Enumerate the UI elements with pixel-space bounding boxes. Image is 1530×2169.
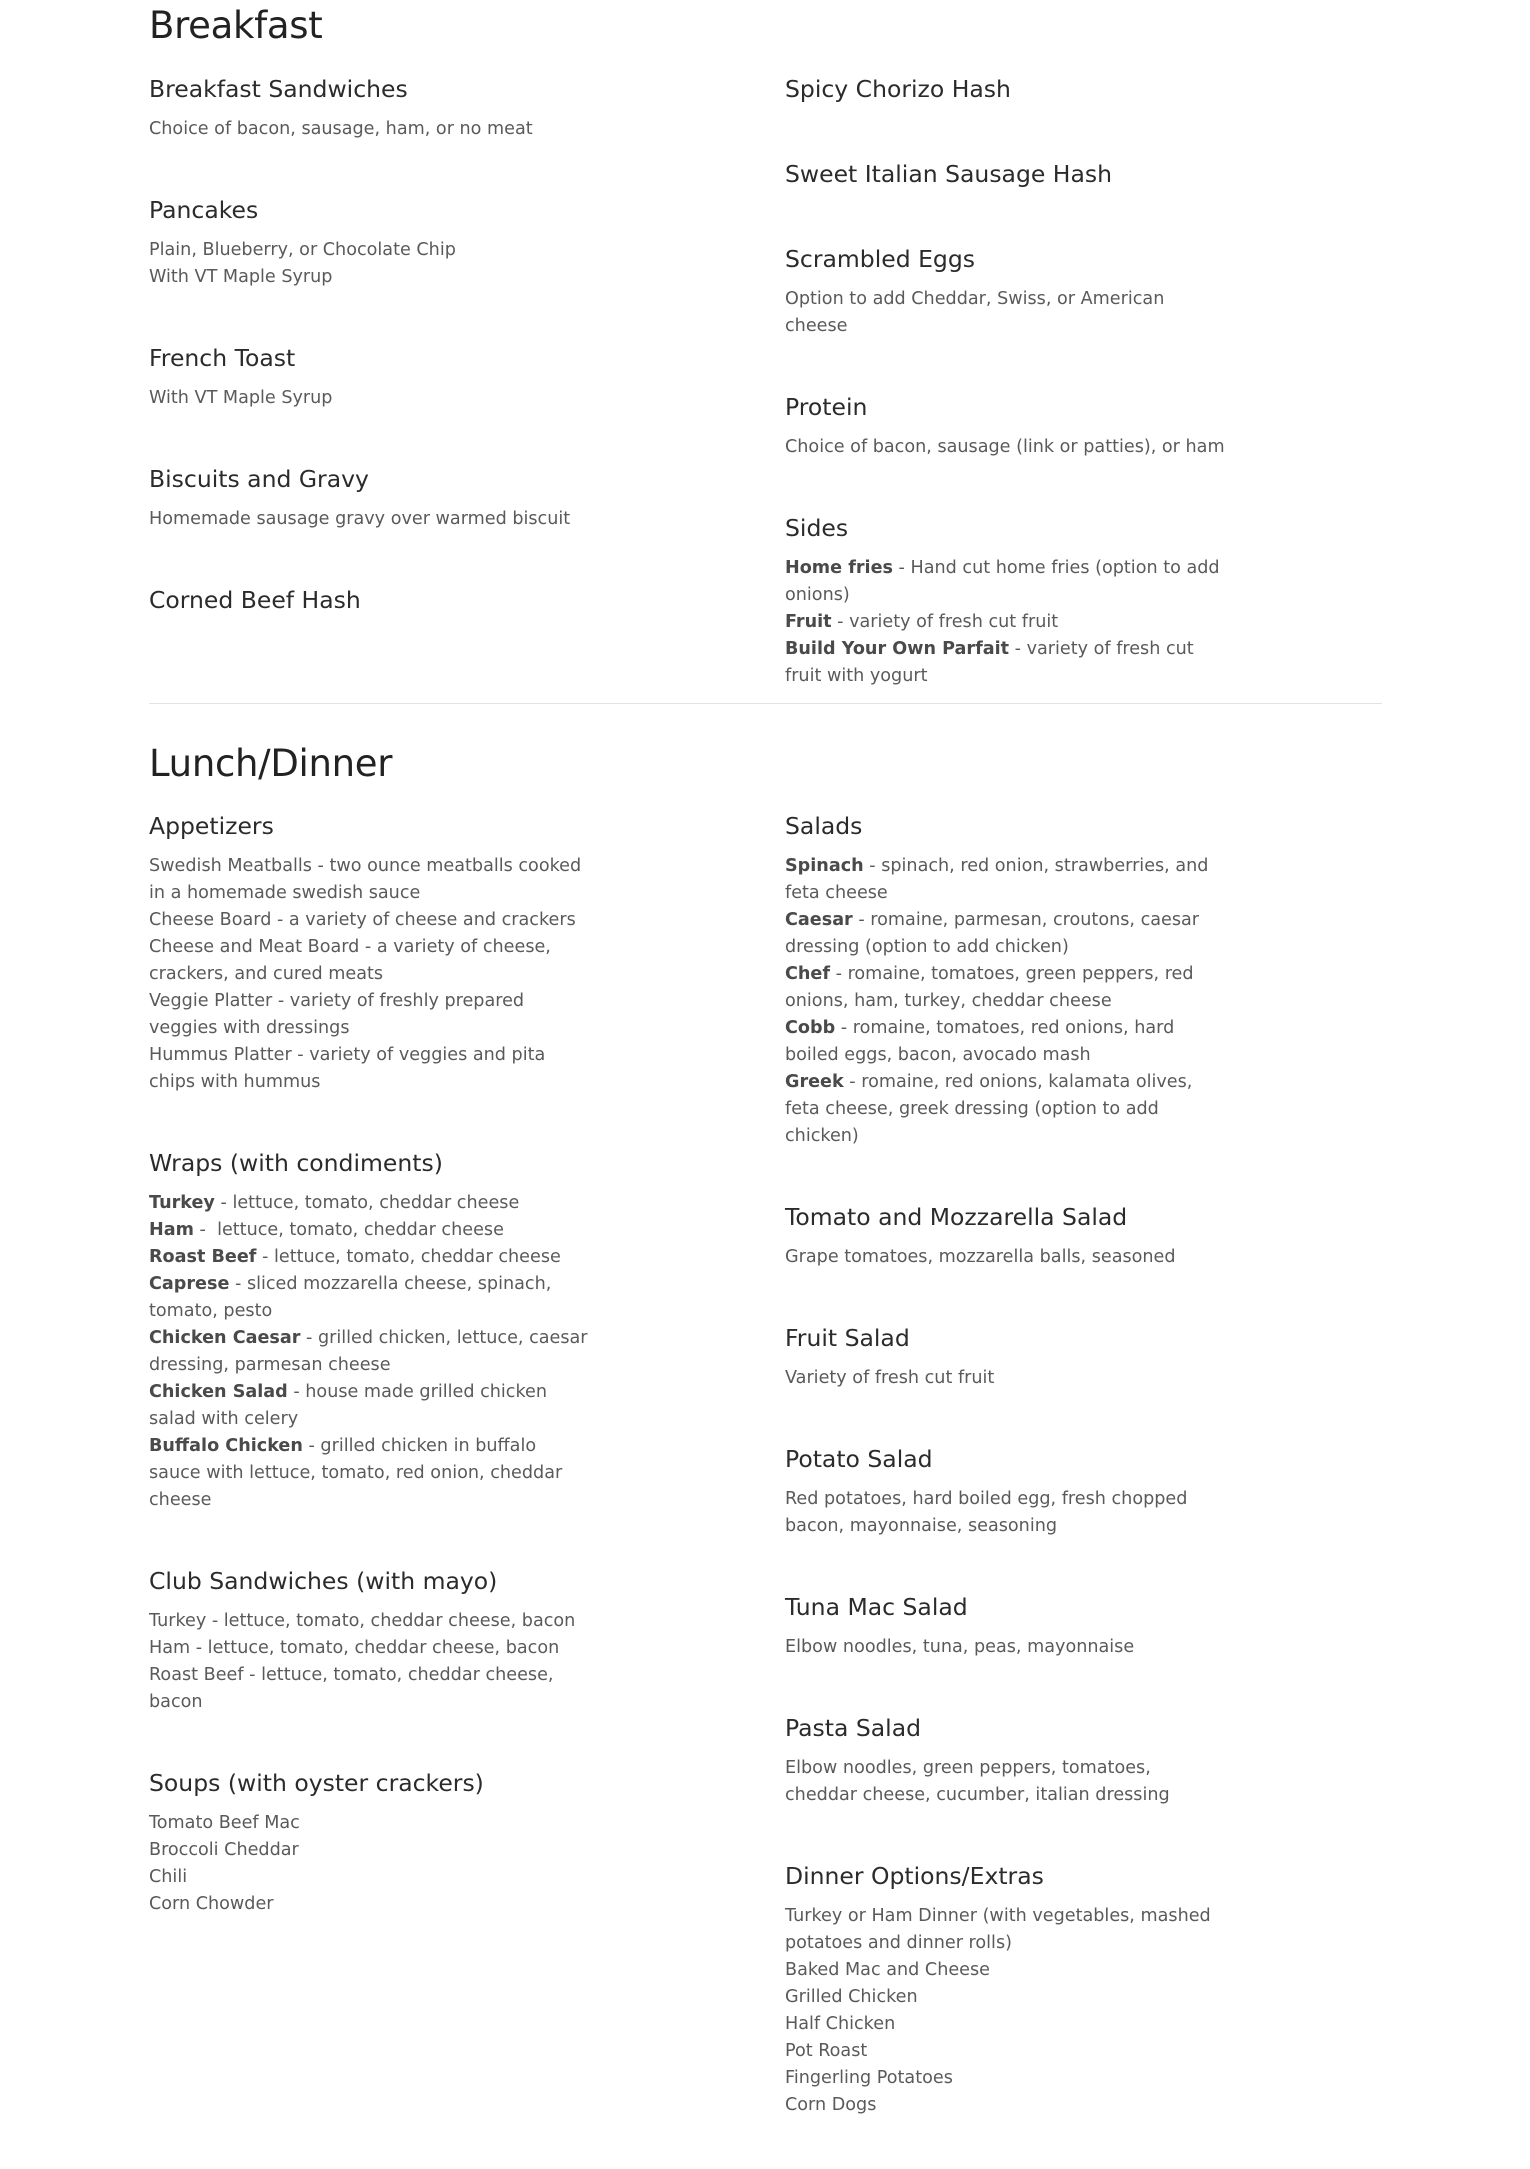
option-name: Cobb [785, 1018, 836, 1038]
menu-item-title: Sweet Italian Sausage Hash [785, 160, 1113, 188]
menu-item [149, 1146, 619, 1514]
menu-item [785, 1859, 1255, 2119]
lunch-dinner-heading: Lunch/Dinner [149, 742, 393, 785]
menu-item-description [785, 1486, 1255, 1540]
lunch-right-column [785, 809, 1255, 2169]
option-text: Tomato Beef Mac [149, 1813, 300, 1833]
description-line [149, 1433, 589, 1514]
option-name: Home fries [785, 558, 893, 578]
description-line [785, 1984, 1225, 2011]
menu-item [149, 1564, 619, 1716]
option-text: Option to add Cheddar, Swiss, or American cheese [785, 289, 1170, 336]
menu-item-description [785, 1365, 1255, 1392]
menu-item-title: Corned Beef Hash [149, 586, 361, 614]
option-text: Chili [149, 1867, 188, 1887]
description-line [785, 1755, 1225, 1809]
option-text: Choice of bacon, sausage, ham, or no meat [149, 119, 533, 139]
option-text: - variety of fresh cut fruit with yogurt [785, 639, 1200, 686]
menu-item-description [149, 853, 619, 1096]
menu-item-description [785, 1634, 1255, 1661]
menu-item-title: Pancakes [149, 196, 259, 224]
menu-item-title: Potato Salad [785, 1445, 933, 1473]
description-line [149, 1810, 589, 1837]
option-text: - Hand cut home fries (option to add onions) [785, 558, 1226, 605]
option-name: Caesar [785, 910, 853, 930]
menu-item-description [149, 116, 619, 143]
menu-item [785, 511, 1255, 690]
menu-item-description [149, 1608, 619, 1716]
menu-item-title: Spicy Chorizo Hash [785, 75, 1011, 103]
description-line [785, 1365, 1225, 1392]
section-divider [149, 703, 1382, 704]
option-text: Turkey - lettuce, tomato, cheddar cheese, bacon [149, 1611, 576, 1631]
menu-item-description [785, 286, 1255, 340]
option-text: Ham - lettuce, tomato, cheddar cheese, bacon [149, 1638, 560, 1658]
description-line [149, 1042, 589, 1096]
option-text: - lettuce, tomato, cheddar cheese [256, 1247, 561, 1267]
option-text: Cheese and Meat Board - a variety of cheese, crackers, and cured meats [149, 937, 557, 984]
option-text: Red potatoes, hard boiled egg, fresh chopped bacon, mayonnaise, seasoning [785, 1489, 1194, 1536]
description-line [149, 988, 589, 1042]
option-name: Fruit [785, 612, 832, 632]
description-line [149, 506, 589, 533]
description-line [785, 1903, 1225, 1957]
description-line [785, 1069, 1225, 1150]
menu-item-title: Wraps (with condiments) [149, 1149, 443, 1177]
menu-item-description [149, 1810, 619, 1918]
menu-item [785, 1321, 1255, 1392]
menu-item [149, 462, 619, 533]
menu-item [785, 390, 1255, 461]
description-line [149, 1190, 589, 1217]
menu-item-description [149, 506, 619, 533]
breakfast-right-column [785, 72, 1255, 740]
description-line [149, 1271, 589, 1325]
menu-item [149, 583, 619, 617]
option-text: Elbow noodles, green peppers, tomatoes, cheddar cheese, cucumber, italian dressing [785, 1758, 1170, 1805]
description-line [149, 1325, 594, 1379]
option-text: Broccoli Cheddar [149, 1840, 299, 1860]
description-line [149, 1891, 589, 1918]
menu-item-title: Protein [785, 393, 868, 421]
option-text: Grilled Chicken [785, 1987, 918, 2007]
option-text: Corn Chowder [149, 1894, 274, 1914]
description-line [149, 934, 589, 988]
option-text: Veggie Platter - variety of freshly prepared veggies with dressings [149, 991, 530, 1038]
option-text: Choice of bacon, sausage (link or patties), or ham [785, 437, 1225, 457]
menu-item [785, 1200, 1255, 1271]
menu-item-description [785, 853, 1255, 1150]
option-name: Build Your Own Parfait [785, 639, 1010, 659]
description-line [785, 2011, 1225, 2038]
menu-item-description [149, 237, 619, 291]
description-line [785, 2092, 1225, 2119]
option-text: - sliced mozzarella cheese, spinach, tomato, pesto [149, 1274, 557, 1321]
option-text: Fingerling Potatoes [785, 2068, 953, 2088]
menu-item-title: Dinner Options/Extras [785, 1862, 1044, 1890]
menu-item-title: Tuna Mac Salad [785, 1593, 968, 1621]
option-text: Roast Beef - lettuce, tomato, cheddar cheese, bacon [149, 1665, 560, 1712]
menu-item-title: Tomato and Mozzarella Salad [785, 1203, 1128, 1231]
menu-item [149, 193, 619, 291]
menu-item [149, 72, 619, 143]
option-text: With VT Maple Syrup [149, 267, 333, 287]
menu-item [785, 157, 1255, 191]
option-name: Greek [785, 1072, 844, 1092]
description-line [149, 1837, 589, 1864]
option-text: Cheese Board - a variety of cheese and crackers [149, 910, 576, 930]
menu-item-title: Club Sandwiches (with mayo) [149, 1567, 498, 1595]
menu-item-description [149, 385, 619, 412]
menu-item-title: Appetizers [149, 812, 274, 840]
description-line [149, 1635, 589, 1662]
description-line [149, 1217, 589, 1244]
option-text: Corn Dogs [785, 2095, 877, 2115]
option-text: - romaine, tomatoes, green peppers, red onions, ham, turkey, cheddar cheese [785, 964, 1200, 1011]
description-line [149, 116, 589, 143]
menu-item-title: Scrambled Eggs [785, 245, 976, 273]
menu-item [149, 1766, 619, 1918]
option-text: Swedish Meatballs - two ounce meatballs cooked in a homemade swedish sauce [149, 856, 587, 903]
menu-item-title: Sides [785, 514, 849, 542]
option-text: Homemade sausage gravy over warmed biscuit [149, 509, 571, 529]
description-line [785, 434, 1225, 461]
description-line [149, 1379, 589, 1433]
option-name: Ham [149, 1220, 194, 1240]
description-line [785, 1634, 1225, 1661]
menu-item-description [785, 1755, 1255, 1809]
menu-item [785, 809, 1255, 1150]
option-name: Chef [785, 964, 831, 984]
menu-item-title: Salads [785, 812, 863, 840]
option-text: With VT Maple Syrup [149, 388, 333, 408]
option-text: - romaine, tomatoes, red onions, hard boiled eggs, bacon, avocado mash [785, 1018, 1180, 1065]
description-line [149, 853, 589, 907]
option-text: - lettuce, tomato, cheddar cheese [214, 1193, 520, 1213]
menu-item-title: Biscuits and Gravy [149, 465, 369, 493]
menu-item-description [785, 555, 1255, 690]
description-line [149, 1244, 589, 1271]
lunch-left-column [149, 809, 619, 1968]
description-line [785, 853, 1225, 907]
option-text: - spinach, red onion, strawberries, and feta cheese [785, 856, 1215, 903]
option-text: - grilled chicken, lettuce, caesar dressing, parmesan cheese [149, 1328, 594, 1375]
menu-item-title: Pasta Salad [785, 1714, 922, 1742]
description-line [785, 907, 1225, 961]
option-name: Buffalo Chicken [149, 1436, 303, 1456]
description-line [785, 961, 1225, 1015]
menu-item-description [149, 1190, 619, 1514]
description-line [785, 609, 1225, 636]
menu-item [785, 242, 1255, 340]
option-text: Variety of fresh cut fruit [785, 1368, 995, 1388]
menu-item [785, 1442, 1255, 1540]
description-line [785, 1244, 1225, 1271]
option-name: Roast Beef [149, 1247, 257, 1267]
option-text: Baked Mac and Cheese [785, 1960, 990, 1980]
description-line [149, 907, 589, 934]
menu-item [785, 1711, 1255, 1809]
menu-item-title: French Toast [149, 344, 296, 372]
option-text: Grape tomatoes, mozzarella balls, seasoned [785, 1247, 1176, 1267]
option-name: Caprese [149, 1274, 230, 1294]
description-line [785, 1486, 1225, 1540]
option-text: Elbow noodles, tuna, peas, mayonnaise [785, 1637, 1135, 1657]
description-line [149, 1662, 589, 1716]
breakfast-left-column [149, 72, 619, 668]
menu-item [785, 72, 1255, 106]
menu-item-title: Soups (with oyster crackers) [149, 1769, 484, 1797]
description-line [149, 237, 589, 264]
option-text: - romaine, red onions, kalamata olives, feta cheese, greek dressing (option to add chicken) [785, 1072, 1198, 1146]
option-text: - lettuce, tomato, cheddar cheese [193, 1220, 504, 1240]
menu-item [149, 341, 619, 412]
description-line [149, 385, 589, 412]
description-line [149, 264, 589, 291]
option-name: Chicken Caesar [149, 1328, 301, 1348]
description-line [785, 2065, 1225, 2092]
description-line [785, 286, 1225, 340]
option-name: Spinach [785, 856, 864, 876]
option-name: Turkey [149, 1193, 215, 1213]
option-text: Turkey or Ham Dinner (with vegetables, mashed potatoes and dinner rolls) [785, 1906, 1217, 1953]
description-line [785, 1957, 1225, 1984]
breakfast-heading: Breakfast [149, 4, 323, 47]
option-text: - grilled chicken in buffalo sauce with lettuce, tomato, red onion, cheddar cheese [149, 1436, 568, 1510]
option-text: Plain, Blueberry, or Chocolate Chip [149, 240, 456, 260]
description-line [149, 1608, 589, 1635]
menu-item-description [785, 434, 1255, 461]
menu-item-description [785, 1903, 1255, 2119]
description-line [785, 1015, 1225, 1069]
option-name: Chicken Salad [149, 1382, 288, 1402]
description-line [149, 1864, 589, 1891]
description-line [785, 555, 1225, 609]
option-text: - house made grilled chicken salad with celery [149, 1382, 553, 1429]
menu-item-title: Breakfast Sandwiches [149, 75, 408, 103]
menu-item [785, 1590, 1255, 1661]
menu-item-title: Fruit Salad [785, 1324, 910, 1352]
menu-item [149, 809, 619, 1096]
option-text: - romaine, parmesan, croutons, caesar dressing (option to add chicken) [785, 910, 1205, 957]
option-text: Hummus Platter - variety of veggies and pita chips with hummus [149, 1045, 551, 1092]
option-text: Pot Roast [785, 2041, 868, 2061]
menu-item-description [785, 1244, 1255, 1271]
option-text: - variety of fresh cut fruit [831, 612, 1059, 632]
description-line [785, 636, 1225, 690]
option-text: Half Chicken [785, 2014, 896, 2034]
description-line [785, 2038, 1225, 2065]
